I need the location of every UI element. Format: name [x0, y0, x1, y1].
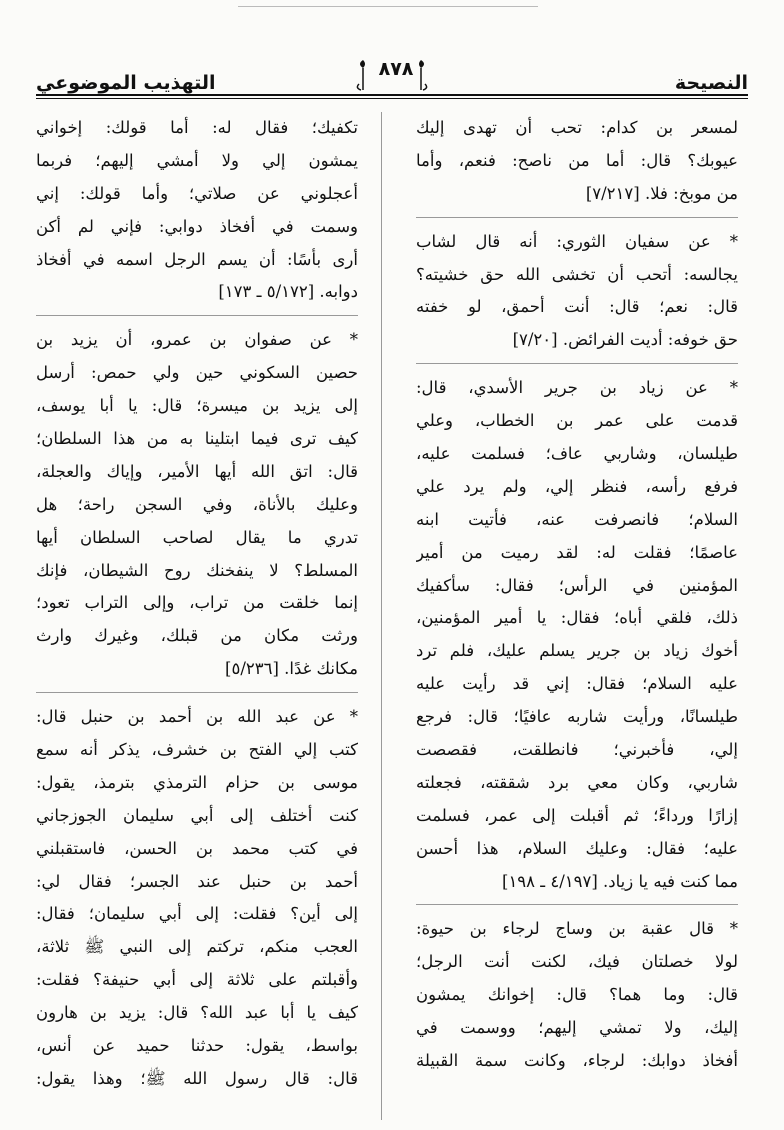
text-line: كيف يا أبا عبد الله؟ قال: يزيد بن هارون: [36, 1003, 358, 1023]
text-block: [416, 913, 738, 1077]
header-rule-thin: [36, 98, 748, 99]
text-line: كيف ترى فيما ابتلينا به من هذا السلطان؛: [36, 429, 358, 449]
text-line: حق خوفه: أديت الفرائض. [٧/٢٠]: [512, 330, 738, 350]
text-block: [36, 112, 358, 309]
text-line: إنما خلقت من تراب، وإلى التراب تعود؛: [36, 593, 358, 613]
text-line: كنت أختلف إلى أبي سليمان الجوزجاني: [36, 805, 358, 825]
top-rule: [238, 6, 538, 7]
header-rule: [36, 94, 748, 96]
text-line: مكانك غدًا. [٥/٢٣٦]: [225, 659, 358, 679]
text-line: قال: نعم؛ قال: أنت أحمق، لو خفته: [416, 297, 738, 317]
text-line: إلى أين؟ فقلت: إلى أبي سليمان؛ فقال:: [36, 904, 358, 924]
text-line: فرفع رأسه، فنظر إلي، ولم يرد علي: [416, 476, 738, 496]
text-line: بواسط، يقول: حدثنا حميد عن أنس،: [36, 1036, 358, 1056]
text-line: عليه؛ فقال: وعليك السلام، هذا أحسن: [416, 838, 738, 858]
text-line: طيلسان، وشاربي عاف؛ فسلمت عليه،: [416, 444, 738, 464]
paragraph-divider: [36, 315, 358, 316]
text-line: المؤمنين في الرأس؛ فقال: سأكفيك: [416, 575, 738, 595]
right-column: [416, 112, 738, 1078]
text-line: طيلسانًا، ورأيت شاربه عافيًا؛ قال: فرجع: [416, 707, 738, 727]
text-line: عاصمًا؛ فقلت له: لقد رميت من أمير: [416, 542, 738, 562]
paragraph-divider: [416, 363, 738, 364]
text-line: قال: قال رسول الله ﷺ؛ وهذا يقول:: [36, 1068, 358, 1088]
text-block: [36, 324, 358, 686]
text-line: * عن صفوان بن عمرو، أن يزيد بن: [36, 330, 358, 350]
text-line: وسمت في أفخاذ دوابي: فإني لم أكن: [36, 216, 358, 236]
text-line: ورثت مكان من قبلك، وغيرك وارث: [36, 626, 358, 646]
text-line: إلي، فأخبرني؛ فانطلقت، فقصصت: [416, 740, 738, 760]
text-line: مما كنت فيه يا زياد. [٤/١٩٧ ـ ١٩٨]: [502, 871, 738, 891]
text-line: قال: اتق الله أيها الأمير، وإياك والعجلة،: [36, 461, 358, 481]
text-line: كتب إلي الفتح بن خشرف، يذكر أنه سمع: [36, 740, 358, 760]
text-line: من موبخ: فلا. [٧/٢١٧]: [585, 183, 738, 203]
text-block: [36, 701, 358, 1096]
text-block: [416, 226, 738, 358]
chapter-title: النصيحة: [674, 72, 748, 94]
paragraph-divider: [416, 217, 738, 218]
text-line: وعليك بالأناة، وفي السجن راحة؛ هل: [36, 494, 358, 514]
text-line: موسى بن حزام الترمذي بترمذ، يقول:: [36, 772, 358, 792]
text-line: في كتب محمد بن الحسن، فاستقبلني: [36, 838, 358, 858]
text-line: لولا خصلتان فيك، لكنت أنت الرجل؛: [416, 952, 738, 972]
page-number: ٨٧٨: [378, 58, 414, 80]
text-line: أعجلوني عن صلاتي؛ وأما قولك: إني: [36, 183, 358, 203]
text-line: المسلط؟ لا ينفخنك روح الشيطان، فإنك: [36, 560, 358, 580]
text-line: أخوك زياد بن جرير يسلم عليك، فلم ترد: [416, 641, 738, 661]
book-title: التهذيب الموضوعي: [36, 72, 216, 94]
text-line: دوابه. [٥/١٧٢ ـ ١٧٣]: [218, 282, 358, 302]
text-line: * قال عقبة بن وساج لرجاء بن حيوة:: [416, 919, 738, 939]
text-line: عليه السلام؛ فقال: إني قد رأيت عليه: [416, 674, 738, 694]
text-line: أرى بأسًا: أن يسم الرجل اسمه في أفخاذ: [36, 249, 358, 269]
text-line: وأقبلتم على ثلاثة إلى أبي حنيفة؟ فقلت:: [36, 970, 358, 990]
text-line: أحمد بن حنبل عند الجسر؛ فقال لي:: [36, 871, 358, 891]
page-number-ornament: [337, 54, 447, 92]
text-line: يجالسه: أتحب أن تخشى الله حق خشيته؟: [416, 264, 738, 284]
text-line: * عن سفيان الثوري: أنه قال لشاب: [416, 231, 738, 251]
text-line: العجب منكم، تركتم إلى النبي ﷺ ثلاثة،: [36, 937, 358, 957]
text-line: تدري ما يقال لصاحب السلطان أيها: [36, 527, 358, 547]
text-line: أفخاذ دوابك: لرجاء، وكانت سمة القبيلة: [416, 1051, 738, 1071]
text-line: * عن زياد بن جرير الأسدي، قال:: [416, 378, 738, 398]
text-line: حصين السكوني حين ولي حمص: أرسل: [36, 363, 358, 383]
text-line: قال: وما هما؟ قال: إخوانك يمشون: [416, 985, 738, 1005]
text-line: تكفيك؛ فقال له: أما قولك: إخواني: [36, 118, 358, 137]
text-line: إلى يزيد بن ميسرة؛ قال: يا أبا يوسف،: [36, 396, 358, 416]
page-header: [36, 54, 748, 94]
text-block: [416, 112, 738, 211]
text-line: عيوبك؟ قال: أما من ناصح: فنعم، وأما: [416, 150, 738, 170]
paragraph-divider: [416, 904, 738, 905]
text-line: ذلك، فلقي أباه؛ فقال: يا أمير المؤمنين،: [416, 608, 738, 628]
text-line: إليك، ولا تمشي إليهم؛ ووسمت في: [416, 1018, 738, 1038]
text-line: لمسعر بن كدام: تحب أن تهدى إليك: [416, 118, 738, 137]
paragraph-divider: [36, 692, 358, 693]
text-line: يمشون إلي ولا أمشي إليهم؛ فربما: [36, 150, 358, 170]
text-line: قدمت على عمر بن الخطاب، وعلي: [416, 411, 738, 431]
text-block: [416, 372, 738, 898]
text-line: * عن عبد الله بن أحمد بن حنبل قال:: [36, 707, 358, 727]
left-column: [36, 112, 358, 1096]
text-line: شاربي، وكان معي برد شققته، فجعلته: [416, 772, 738, 792]
text-line: إزارًا ورداءً؛ ثم أقبلت إلى عمر، فسلمت: [416, 805, 738, 825]
text-line: السلام؛ فانصرفت عنه، فأتيت ابنه: [416, 509, 738, 529]
column-divider: [381, 112, 382, 1120]
